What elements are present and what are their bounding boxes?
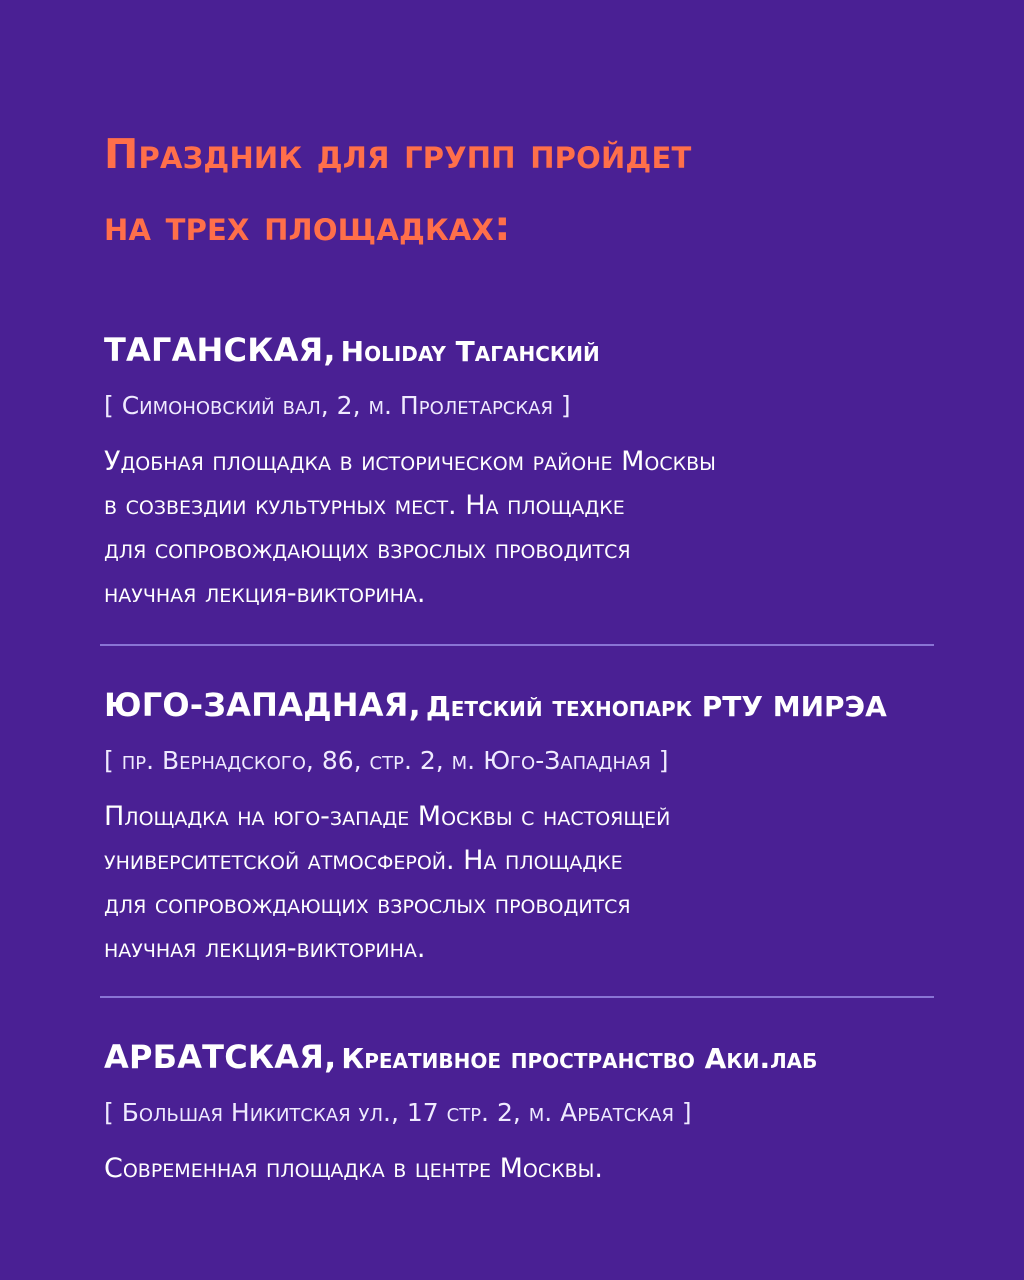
venue-description xyxy=(104,795,964,971)
station-name: ТАГАНСКАЯ xyxy=(104,331,324,369)
title-line-2: на трех площадках: xyxy=(104,202,511,250)
description-line: для сопровождающих взрослых проводится xyxy=(104,534,631,565)
description-line: Площадка на юго-западе Москвы с настоящей xyxy=(104,801,671,832)
description-line: для сопровождающих взрослых проводится xyxy=(104,889,631,920)
venue-place-name: Креативное пространство Аки.лаб xyxy=(341,1042,818,1075)
page-title xyxy=(104,118,934,262)
venue-yugo-zapadnaya xyxy=(104,681,964,971)
station-name: АРБАТСКАЯ xyxy=(104,1038,325,1076)
description-line: Современная площадка в центре Москвы. xyxy=(104,1153,603,1184)
venue-address: [ Большая Никитская ул., 17 стр. 2, м. Арбатская ] xyxy=(104,1098,692,1127)
venue-place-name: Holiday Таганский xyxy=(340,335,600,368)
venue-heading xyxy=(104,326,964,374)
venue-address: [ пр. Вернадского, 86, стр. 2, м. Юго-Западная ] xyxy=(104,746,669,775)
venue-description xyxy=(104,440,964,616)
description-line: Удобная площадка в историческом районе Москвы xyxy=(104,446,716,477)
section-divider xyxy=(100,644,934,646)
heading-separator: , xyxy=(323,331,336,369)
station-name: ЮГО-ЗАПАДНАЯ xyxy=(104,686,409,724)
description-line: университетской атмосферой. На площадке xyxy=(104,845,623,876)
venue-place-name: Детский технопарк РТУ МИРЭА xyxy=(425,690,887,723)
description-line: в созвездии культурных мест. На площадке xyxy=(104,490,625,521)
section-divider xyxy=(100,996,934,998)
venue-address: [ Симоновский вал, 2, м. Пролетарская ] xyxy=(104,391,571,420)
title-line-1: Праздник для групп пройдет xyxy=(104,130,692,178)
description-line: научная лекция-викторина. xyxy=(104,578,426,609)
venue-description xyxy=(104,1147,964,1191)
venue-arbatskaya xyxy=(104,1033,964,1191)
venue-taganskaya xyxy=(104,326,964,616)
venue-heading xyxy=(104,681,964,729)
heading-separator: , xyxy=(324,1038,337,1076)
heading-separator: , xyxy=(408,686,421,724)
description-line: научная лекция-викторина. xyxy=(104,933,426,964)
venue-heading xyxy=(104,1033,964,1081)
